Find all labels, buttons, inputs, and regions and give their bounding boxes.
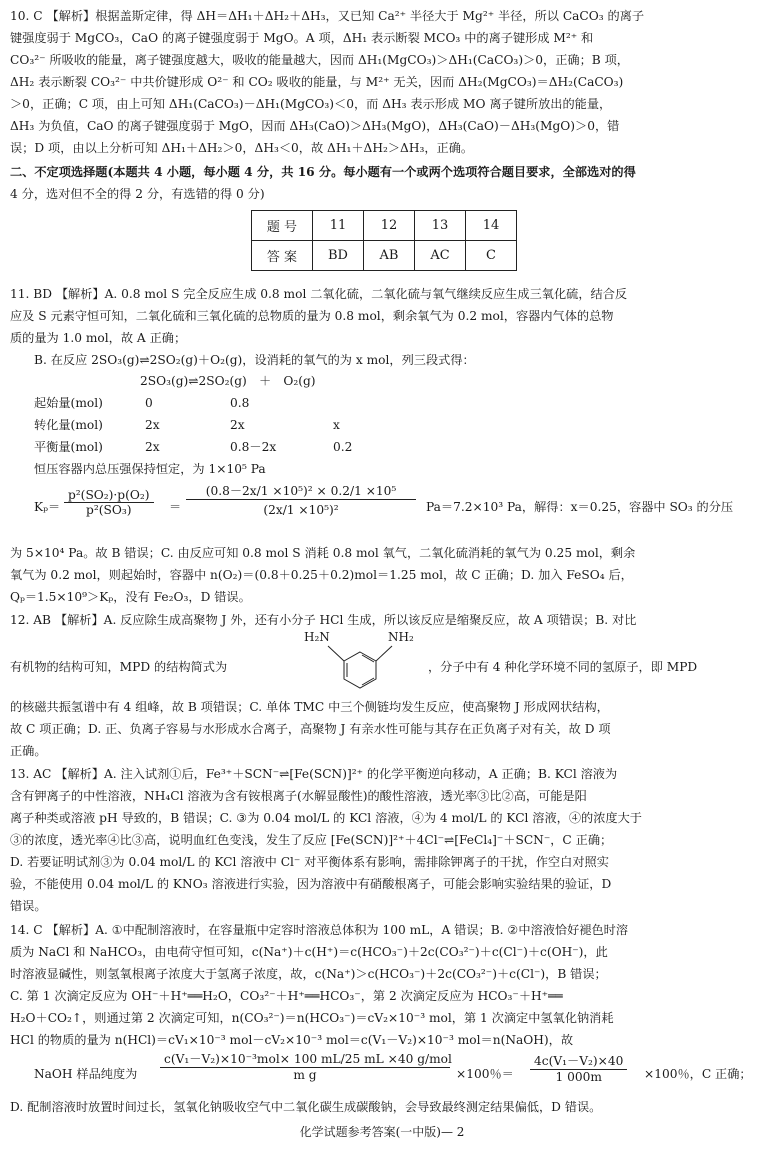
purity-fraction-1 (160, 1050, 450, 1082)
q11-line-5: 为 5×10⁴ Pa。故 B 错误；C. 由反应可知 0.8 mol S 消耗 0.8 mol 氧气，二氧化硫消耗的氧气为 0.25 mol，剩余 (10, 546, 636, 560)
q14-line-3: 时溶液显碱性，则氢氧根离子浓度大于氢离子浓度，故，c(Na⁺)＞c(HCO₃⁻)＋2c(CO₃²⁻)＋c(Cl⁻)，B 错误； (10, 967, 607, 981)
kp-tail: Pa＝7.2×10³ Pa，解得：x＝0.25，容器中 SO₃ 的分压 (426, 500, 734, 514)
table-number: 11 (313, 211, 364, 241)
ice-cell: 0.2 (333, 440, 353, 454)
equals-sign: ＝ (169, 500, 182, 514)
ice-row-label: 转化量(mol) (34, 418, 103, 432)
q14-line-6: HCl 的物质的量为 n(HCl)＝cV₁×10⁻³ mol－cV₂×10⁻³ mol＝c(V₁－V₂)×10⁻³ mol＝n(NaOH)，故 (10, 1033, 574, 1047)
kp-den-2: (2x/1 ×10⁵)² (263, 503, 339, 517)
benzene-ring-icon (300, 630, 420, 690)
q10-line-2: 键强度弱于 MgCO₃，CaO 的离子键强度弱于 MgO。A 项，ΔH₁ 表示断裂 MCO₃ 中的离子键形成 M²⁺ 和 (10, 31, 594, 45)
nh2-left-label: H₂N (304, 630, 330, 644)
ice-cell: 2x (145, 418, 160, 432)
section2-heading: 二、不定项选择题(本题共 4 小题，每小题 4 分，共 16 分。每小题有一个或两个选项符合题目要求，全部选对的得 (10, 165, 636, 179)
ice-cell: 2x (230, 418, 245, 432)
table-answer: AC (415, 241, 466, 271)
q10-line-6: ΔH₃ 为负值，CaO 的离子键强度弱于 MgO，因而 ΔH₃(CaO)＞ΔH₃(MgO)，ΔH₃(CaO)－ΔH₃(MgO)＞0，错 (10, 119, 620, 133)
ice-cell: 0.8－2x (230, 440, 277, 454)
q11-line-4: B. 在反应 2SO₃(g)⇌2SO₂(g)＋O₂(g)，设消耗的氧气的为 x mol，列三段式得： (34, 353, 475, 367)
q11-eq-header: 2SO₃(g)⇌2SO₂(g) ＋ O₂(g) (140, 374, 316, 388)
table-number: 13 (415, 211, 466, 241)
kp-den-1: p²(SO₃) (86, 503, 132, 517)
q10-line-4: ΔH₂ 表示断裂 CO₃²⁻ 中共价键形成 O²⁻ 和 CO₂ 吸收的能量，与 M²⁺ 无关，因而 ΔH₂(MgCO₃)＝ΔH₂(CaCO₃) (10, 75, 624, 89)
q14-line-2: 质为 NaCl 和 NaHCO₃，由电荷守恒可知，c(Na⁺)＋c(H⁺)＝c(HCO₃⁻)＋2c(CO₃²⁻)＋c(Cl⁻)＋c(OH⁻)，此 (10, 945, 608, 959)
table-number: 12 (364, 211, 415, 241)
q11-line-3: 质的量为 1.0 mol，故 A 正确； (10, 331, 187, 345)
q13-line-7: 错误。 (10, 899, 47, 913)
q14-line-4: C. 第 1 次滴定反应为 OH⁻＋H⁺══H₂O，CO₃²⁻＋H⁺══HCO₃⁻，第 2 次滴定反应为 HCO₃⁻＋H⁺══ (10, 989, 563, 1003)
purity-label: NaOH 样品纯度为 (34, 1067, 138, 1081)
purity-equation (10, 1050, 754, 1096)
purity-num-2: 4c(V₁－V₂)×40 (530, 1052, 627, 1070)
q12-line-4: 正确。 (10, 744, 47, 758)
mpd-structure-image (300, 630, 420, 690)
nh2-right-label: NH₂ (388, 630, 414, 644)
table-answer-label: 答 案 (252, 241, 313, 271)
section2-heading-cont: 4 分，选对但不全的得 2 分，有选错的得 0 分) (10, 187, 265, 201)
answer-table (251, 210, 517, 271)
q13-line-2: 含有钾离子的中性溶液，NH₄Cl 溶液为含有铵根离子(水解显酸性)的酸性溶液，透光率③比②高，可能是阳 (10, 789, 587, 803)
ice-row-label: 平衡量(mol) (34, 440, 103, 454)
q12-mol-left: 有机物的结构可知，MPD 的结构简式为 (10, 660, 228, 674)
table-number: 14 (466, 211, 517, 241)
kp-label: Kₚ＝ (34, 500, 61, 514)
kp-num-1: p²(SO₂)·p(O₂) (64, 488, 154, 503)
table-header-label: 题 号 (252, 211, 313, 241)
kp-num-2: (0.8－2x/1 ×10⁵)² × 0.2/1 ×10⁵ (186, 482, 416, 500)
ice-row-label: 起始量(mol) (34, 396, 103, 410)
q13-line-6: 验，不能使用 0.04 mol/L 的 KNO₃ 溶液进行实验，因为溶液中有硝酸根离子，可能会影响实验结果的验证，D (10, 877, 612, 891)
purity-tail: ×100％，C 正确； (644, 1067, 752, 1081)
q14-line-1: 14. C 【解析】A. ①中配制溶液时，在容量瓶中定容时溶液总体积为 100 mL，A 错误；B. ②中溶液恰好褪色时溶 (10, 923, 629, 937)
q13-line-4: ③的浓度，透光率④比③高，说明血红色变浅，发生了反应 [Fe(SCN)]²⁺＋4Cl⁻⇌[FeCl₄]⁻＋SCN⁻，C 正确； (10, 833, 613, 847)
q13-line-5: D. 若要证明试剂③为 0.04 mol/L 的 KCl 溶液中 Cl⁻ 对平衡体系有影响，需排除钾离子的干扰，作空白对照实 (10, 855, 609, 869)
kp-fraction-1 (64, 488, 154, 517)
page-footer: 化学试题参考答案(一中版)— 2 (299, 1125, 465, 1139)
purity-num: c(V₁－V₂)×10⁻³mol× 100 mL/25 mL ×40 g/mol (160, 1050, 450, 1068)
q12-mol-right: ，分子中有 4 种化学环境不同的氢原子，即 MPD (428, 660, 698, 674)
q12-line-1: 12. AB 【解析】A. 反应除生成高聚物 J 外，还有小分子 HCl 生成，所以该反应是缩聚反应，故 A 项错误；B. 对比 (10, 613, 637, 627)
q11-line-6: 氧气为 0.2 mol，则起始时，容器中 n(O₂)＝(0.8＋0.25＋0.2)mol＝1.25 mol，故 C 正确；D. 加入 FeSO₄ 后， (10, 568, 633, 582)
q12-line-2: 的核磁共振氢谱中有 4 组峰，故 B 项错误；C. 单体 TMC 中三个侧链均发生反应，使高聚物 J 形成网状结构， (10, 700, 609, 714)
table-answer: C (466, 241, 517, 271)
purity-den: m g (293, 1068, 317, 1082)
kp-fraction-2 (186, 482, 416, 517)
q10-line-5: ＞0，正确；C 项，由上可知 ΔH₁(CaCO₃)－ΔH₁(MgCO₃)＜0，而 ΔH₃ 表示形成 MO 离子键所放出的能量， (10, 97, 612, 111)
purity-den-2: 1 000m (555, 1070, 602, 1084)
purity-mid: ×100％＝ (456, 1067, 514, 1081)
q11-line-1: 11. BD 【解析】A. 0.8 mol S 完全反应生成 0.8 mol 二氧化硫，二氧化硫与氧气继续反应生成三氧化硫，结合反 (10, 287, 628, 301)
q14-last-line: D. 配制溶液时放置时间过长，氢氧化钠吸收空气中二氧化碳生成碳酸钠，会导致最终测定结果偏低，D 错误。 (10, 1100, 602, 1114)
q11-pressure-note: 恒压容器内总压强保持恒定，为 1×10⁵ Pa (34, 462, 266, 476)
table-answer: BD (313, 241, 364, 271)
q13-line-3: 离子种类或溶液 pH 导致的，B 错误；C. ③为 0.04 mol/L 的 KCl 溶液，④为 4 mol/L 的 KCl 溶液，④的浓度大于 (10, 811, 642, 825)
q10-line-3: CO₃²⁻ 所吸收的能量，离子键强度越大，吸收的能量越大，因而 ΔH₁(MgCO₃)＞ΔH₁(CaCO₃)＞0，正确；B 项， (10, 53, 629, 67)
purity-fraction-2 (530, 1052, 627, 1084)
ice-cell: 0.8 (230, 396, 250, 410)
q10-line-7: 误；D 项，由以上分析可知 ΔH₁＋ΔH₂＞0，ΔH₃＜0，故 ΔH₁＋ΔH₂＞ΔH₃，正确。 (10, 141, 474, 155)
q10-line-1: 10. C 【解析】根据盖斯定律，得 ΔH＝ΔH₁＋ΔH₂＋ΔH₃，又已知 Ca²⁺ 半径大于 Mg²⁺ 半径，所以 CaCO₃ 的离子 (10, 9, 645, 23)
ice-cell: x (333, 418, 340, 432)
q12-line-3: 故 C 项正确；D. 正、负离子容易与水形成水合离子，高聚物 J 有亲水性可能与其存在正负离子对有关，故 D 项 (10, 722, 611, 736)
kp-equation (34, 478, 754, 536)
q11-line-2: 应及 S 元素守恒可知，二氧化硫和三氧化硫的总物质的量为 0.8 mol，剩余氧气为 0.2 mol，容器内气体的总物 (10, 309, 614, 323)
ice-cell: 0 (145, 396, 153, 410)
ice-cell: 2x (145, 440, 160, 454)
table-answer: AB (364, 241, 415, 271)
q14-line-5: H₂O＋CO₂↑，则通过第 2 次滴定可知，n(CO₃²⁻)＝n(HCO₃⁻)＝cV₂×10⁻³ mol，第 1 次滴定中氢氧化钠消耗 (10, 1011, 614, 1025)
q13-line-1: 13. AC 【解析】A. 注入试剂①后，Fe³⁺＋SCN⁻⇌[Fe(SCN)]²⁺ 的化学平衡逆向移动，A 正确；B. KCl 溶液为 (10, 767, 618, 781)
q11-line-7: Qₚ＝1.5×10⁹＞Kₚ，没有 Fe₂O₃，D 错误。 (10, 590, 251, 604)
